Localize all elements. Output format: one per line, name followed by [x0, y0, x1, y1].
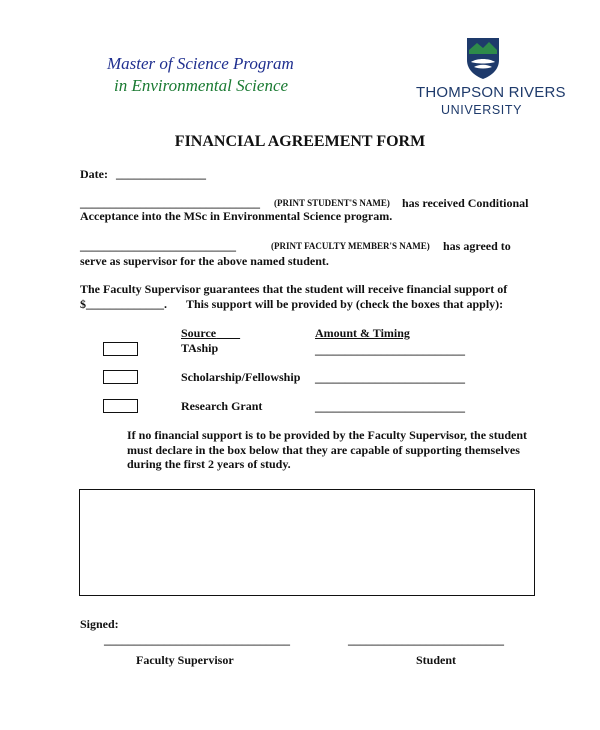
scholarship-checkbox[interactable] [103, 370, 138, 384]
faculty-name-field[interactable]: __________________________ [80, 239, 236, 253]
date-field[interactable]: _______________ [116, 167, 206, 181]
faculty-text-1: has agreed to [443, 239, 511, 253]
university-logo-icon [465, 36, 501, 80]
amount-field-research-grant[interactable]: _________________________ [315, 400, 465, 414]
student-text-1: has received Conditional [402, 196, 529, 210]
program-title-line2: in Environmental Science [114, 76, 289, 95]
source-label-research-grant: Research Grant [181, 399, 263, 413]
student-label: Student [416, 653, 457, 667]
student-name-field[interactable]: ______________________________ [80, 196, 260, 210]
guarantee-amount-field[interactable]: $_____________. [80, 297, 167, 311]
declaration-box[interactable] [79, 489, 535, 596]
student-text-2: Acceptance into the MSc in Environmental Science program. [80, 209, 393, 223]
guarantee-text-1: The Faculty Supervisor guarantees that the student will receive financial support of [80, 282, 508, 296]
source-label-taship: TAship [181, 341, 219, 355]
student-name-hint: (PRINT STUDENT'S NAME) [274, 198, 390, 208]
taship-checkbox[interactable] [103, 342, 138, 356]
supervisor-label: Faculty Supervisor [136, 653, 234, 667]
date-label: Date: [80, 167, 108, 181]
supervisor-signature-field[interactable]: _______________________________ [104, 633, 290, 647]
declare-text-2: must declare in the box below that they are capable of supporting themselves [127, 443, 520, 457]
research-grant-checkbox[interactable] [103, 399, 138, 413]
amount-header: Amount & Timing [315, 326, 410, 340]
guarantee-text-2: This support will be provided by (check the boxes that apply): [186, 297, 504, 311]
amount-field-taship[interactable]: _________________________ [315, 343, 465, 357]
declare-text-1: If no financial support is to be provided by the Faculty Supervisor, the student [127, 428, 528, 442]
program-title-line1: Master of Science Program [107, 54, 294, 73]
signed-label: Signed: [80, 617, 119, 631]
source-label-scholarship: Scholarship/Fellowship [181, 370, 301, 384]
form-title: FINANCIAL AGREEMENT FORM [174, 133, 426, 150]
faculty-name-hint: (PRINT FACULTY MEMBER'S NAME) [271, 241, 430, 251]
source-header: Source [181, 326, 217, 340]
university-name-line2: UNIVERSITY [441, 103, 523, 117]
declare-text-3: during the first 2 years of study. [127, 457, 291, 471]
amount-field-scholarship[interactable]: _________________________ [315, 371, 465, 385]
student-signature-field[interactable]: __________________________ [348, 633, 504, 647]
university-name-line1: THOMPSON RIVERS [416, 84, 566, 101]
faculty-text-2: serve as supervisor for the above named student. [80, 254, 329, 268]
